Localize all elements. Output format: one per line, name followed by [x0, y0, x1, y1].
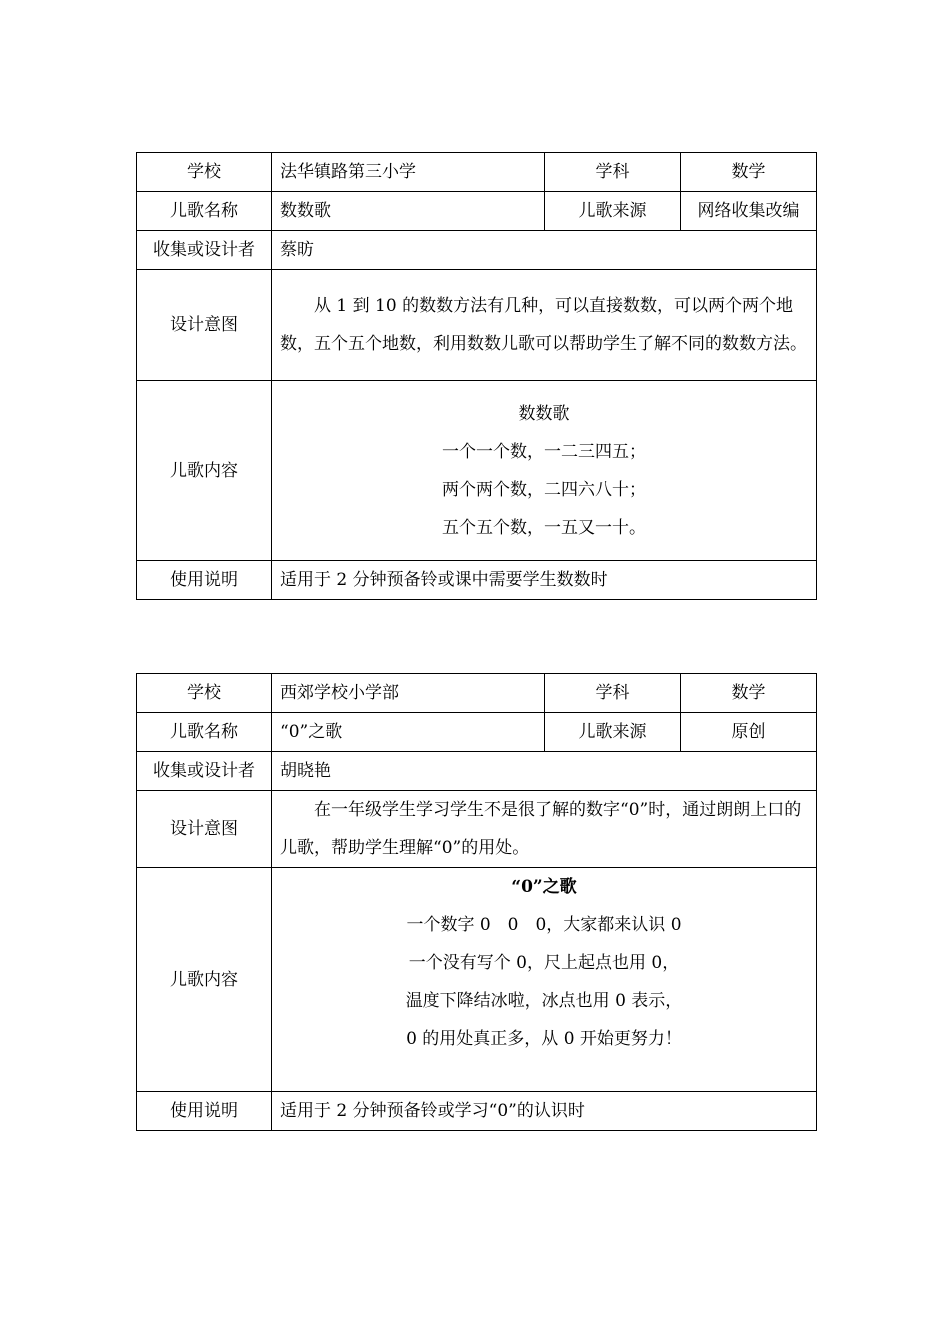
subject-value: 数学	[681, 153, 817, 192]
lyrics-line: 两个两个数，二四六八十；	[442, 479, 646, 500]
subject-value: 数学	[681, 674, 817, 713]
lyrics-line: 温度下降结冰啦，冰点也用 0 表示，	[405, 991, 683, 1011]
usage-value: 适用于 2 分钟预备铃或课中需要学生数数时	[272, 561, 817, 600]
school-value: 西郊学校小学部	[272, 674, 545, 713]
usage-label: 使用说明	[137, 561, 272, 600]
intent-label: 设计意图	[137, 791, 272, 868]
lyrics-title: 数数歌	[518, 403, 570, 424]
lyrics-title: “0”之歌	[511, 877, 577, 897]
subject-label: 学科	[545, 674, 681, 713]
song-source-value: 原创	[681, 713, 817, 752]
lyrics-block	[272, 868, 817, 1092]
song-card-2	[136, 673, 817, 1131]
content-label: 儿歌内容	[137, 381, 272, 561]
content-label: 儿歌内容	[137, 868, 272, 1092]
designer-value: 蔡昉	[272, 231, 817, 270]
intent-value: 在一年级学生学习学生不是很了解的数字“0”时，通过朗朗上口的儿歌，帮助学生理解“0”的用处。	[272, 791, 817, 868]
lyrics-line: 一个数字 0 0 0，大家都来认识 0	[406, 915, 682, 935]
usage-label: 使用说明	[137, 1092, 272, 1131]
song-name-value: “0”之歌	[272, 713, 545, 752]
school-label: 学校	[137, 674, 272, 713]
subject-label: 学科	[545, 153, 681, 192]
song-source-label: 儿歌来源	[545, 713, 681, 752]
song-name-value: 数数歌	[272, 192, 545, 231]
song-source-label: 儿歌来源	[545, 192, 681, 231]
lyrics-line: 一个一个数，一二三四五；	[442, 441, 646, 462]
school-value: 法华镇路第三小学	[272, 153, 545, 192]
lyrics-block	[272, 381, 817, 561]
school-label: 学校	[137, 153, 272, 192]
lyrics-line: 五个五个数，一五又一十。	[442, 517, 646, 538]
song-card-1	[136, 152, 817, 600]
lyrics-line: 0 的用处真正多，从 0 开始更努力！	[406, 1029, 682, 1049]
intent-value: 从 1 到 10 的数数方法有几种，可以直接数数，可以两个两个地数，五个五个地数，利用数数儿歌可以帮助学生了解不同的数数方法。	[272, 270, 817, 381]
designer-label: 收集或设计者	[137, 231, 272, 270]
designer-value: 胡晓艳	[272, 752, 817, 791]
song-name-label: 儿歌名称	[137, 713, 272, 752]
usage-value: 适用于 2 分钟预备铃或学习“0”的认识时	[272, 1092, 817, 1131]
intent-label: 设计意图	[137, 270, 272, 381]
lyrics-line: 一个没有写个 0，尺上起点也用 0，	[408, 953, 680, 973]
song-source-value: 网络收集改编	[681, 192, 817, 231]
designer-label: 收集或设计者	[137, 752, 272, 791]
song-name-label: 儿歌名称	[137, 192, 272, 231]
